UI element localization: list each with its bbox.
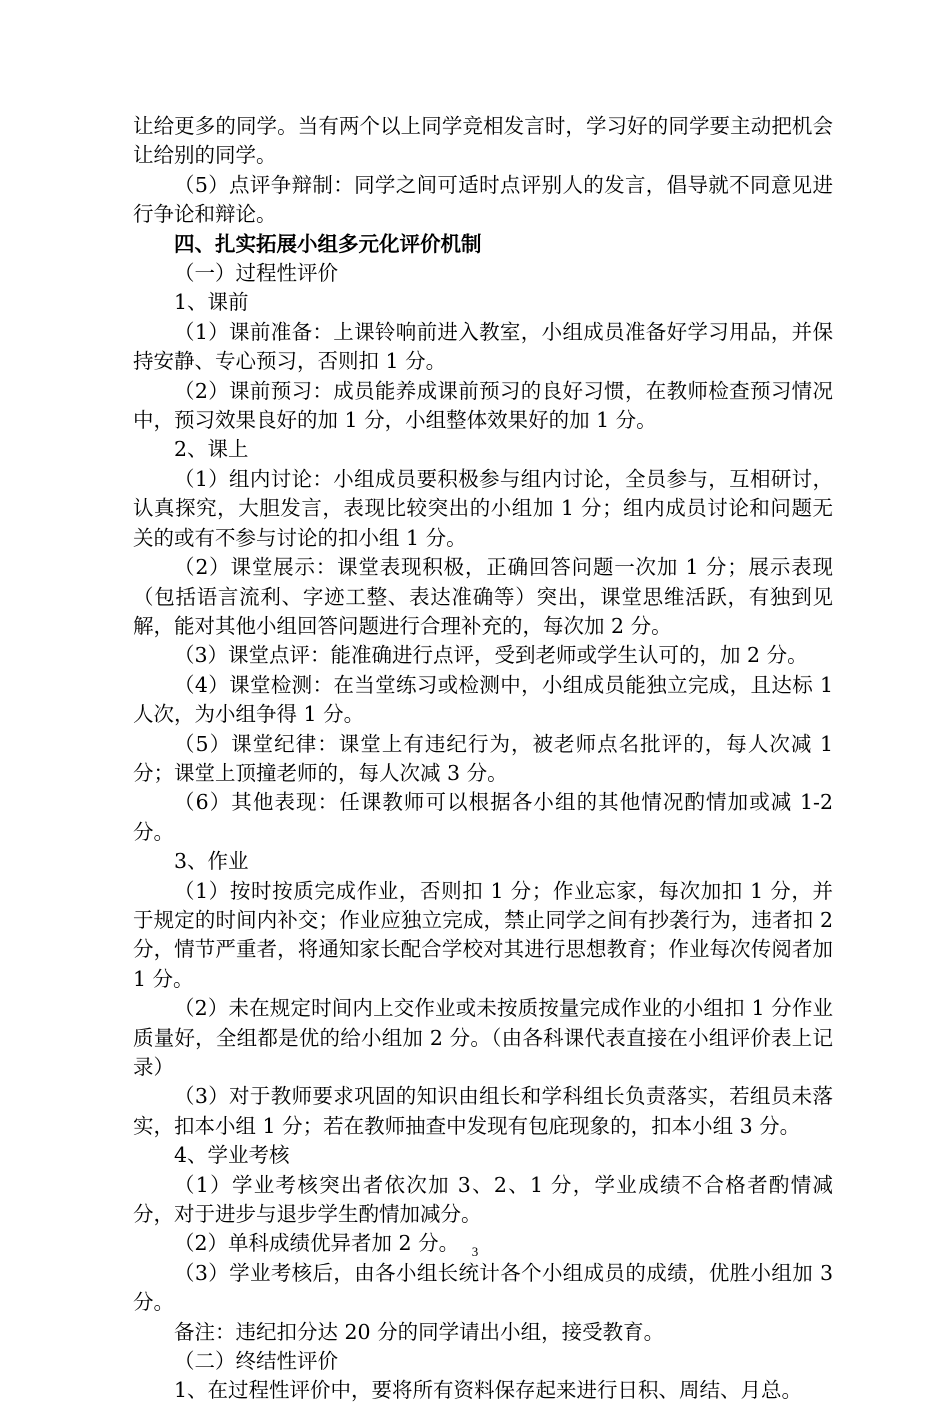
paragraph: （2）课堂展示：课堂表现积极，正确回答问题一次加 1 分；展示表现（包括语言流利、字迹工整、表达准确等）突出，课堂思维活跃，有独到见解，能对其他小组回答问题进行合理补充的，每次加 2 分。: [133, 555, 833, 638]
paragraph: （1）课前准备：上课铃响前进入教室，小组成员准备好学习用品，并保持安静、专心预习，否则扣 1 分。: [133, 319, 833, 374]
paragraph: （5）点评争辩制：同学之间可适时点评别人的发言，倡导就不同意见进行争论和辩论。: [133, 172, 833, 227]
item-heading: 1、课前: [174, 290, 249, 315]
paragraph: （2）课前预习：成员能养成课前预习的良好习惯，在教师检查预习情况中，预习效果良好的加 1 分，小组整体效果好的加 1 分。: [133, 378, 833, 433]
item-heading: 2、课上: [174, 437, 249, 462]
section-heading: 四、扎实拓展小组多元化评价机制: [174, 231, 482, 256]
paragraph: （3）学业考核后，由各小组长统计各个小组成员的成绩，优胜小组加 3 分。: [133, 1260, 833, 1315]
paragraph: （1）按时按质完成作业，否则扣 1 分；作业忘家，每次加扣 1 分，并于规定的时间内补交；作业应独立完成，禁止同学之间有抄袭行为，违者扣 2 分，情节严重者，将通知家长配合学校对其进行思想教育；作业每次传阅者加 1 分。: [133, 878, 833, 991]
paragraph: （5）课堂纪律：课堂上有违纪行为，被老师点名批评的，每人次减 1 分；课堂上顶撞老师的，每人次减 3 分。: [133, 731, 833, 785]
document-body: [133, 112, 833, 1406]
note-paragraph: 备注：违纪扣分达 20 分的同学请出小组，接受教育。: [174, 1319, 665, 1344]
paragraph: （2）未在规定时间内上交作业或未按质按量完成作业的小组扣 1 分作业质量好，全组都是优的给小组加 2 分。（由各科课代表直接在小组评价表上记录）: [133, 996, 833, 1079]
paragraph: （3）课堂点评：能准确进行点评，受到老师或学生认可的，加 2 分。: [174, 643, 808, 668]
paragraph: （4）课堂检测：在当堂练习或检测中，小组成员能独立完成，且达标 1 人次，为小组争得 1 分。: [133, 672, 833, 727]
subsection-heading: （二）终结性评价: [174, 1349, 338, 1374]
paragraph: （3）对于教师要求巩固的知识由组长和学科组长负责落实，若组员未落实，扣本小组 1 分；若在教师抽查中发现有包庇现象的，扣本小组 3 分。: [133, 1084, 833, 1138]
paragraph: （1）组内讨论：小组成员要积极参与组内讨论，全员参与，互相研讨，认真探究，大胆发言，表现比较突出的小组加 1 分；组内成员讨论和问题无关的或有不参与讨论的扣小组 1 分。: [133, 466, 833, 550]
item-heading: 4、学业考核: [174, 1143, 290, 1168]
paragraph: （6）其他表现：任课教师可以根据各小组的其他情况酌情加或减 1-2 分。: [133, 790, 833, 844]
page-number: 3: [471, 1244, 479, 1259]
subsection-heading: （一）过程性评价: [174, 261, 338, 286]
paragraph-continued: 让给更多的同学。当有两个以上同学竞相发言时，学习好的同学要主动把机会让给别的同学。: [133, 114, 833, 168]
paragraph: （1）学业考核突出者依次加 3、2、1 分，学业成绩不合格者酌情减分，对于进步与退步学生酌情加减分。: [133, 1172, 833, 1227]
paragraph: （2）单科成绩优异者加 2 分。: [174, 1231, 460, 1256]
item-heading: 3、作业: [174, 849, 249, 874]
paragraph: 1、在过程性评价中，要将所有资料保存起来进行日积、周结、月总。: [174, 1378, 803, 1403]
